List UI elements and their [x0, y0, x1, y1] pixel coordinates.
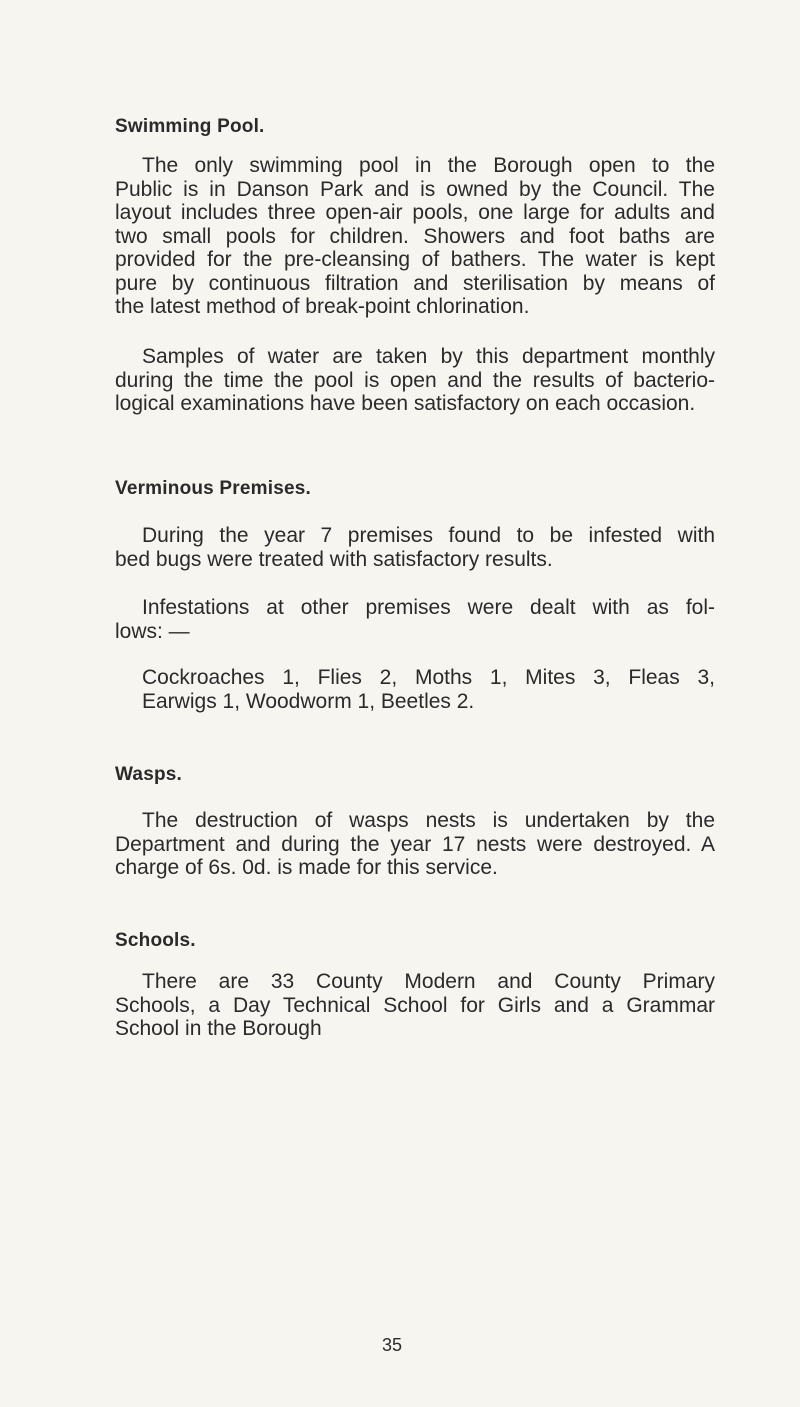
section-heading-wasps: Wasps.: [115, 764, 183, 785]
paragraph-verminous-3: [115, 666, 715, 713]
section-heading-swimming-pool: Swimming Pool.: [115, 116, 265, 137]
text-line: Schools, a Day Technical School for Girls and a Grammar: [115, 993, 715, 1017]
text-line: pure by continuous filtration and sterilisation by means of: [115, 271, 715, 295]
text-line: Cockroaches 1, Flies 2, Moths 1, Mites 3, Fleas 3,: [142, 666, 715, 689]
paragraph-swimming-pool-1: [115, 154, 715, 319]
text-line: the latest method of break-point chlorination.: [115, 295, 530, 318]
text-line: Samples of water are taken by this department monthly: [142, 345, 715, 368]
text-line: during the time the pool is open and the results of bacterio-: [115, 368, 715, 392]
paragraph-swimming-pool-2: [115, 345, 715, 416]
text-line: provided for the pre-cleansing of bathers. The water is kept: [115, 248, 715, 271]
text-line: Department and during the year 17 nests were destroyed. A: [115, 832, 715, 856]
text-line: The destruction of wasps nests is undertaken by the: [142, 809, 715, 832]
text-line: During the year 7 premises found to be infested with: [142, 524, 715, 547]
text-line: bed bugs were treated with satisfactory results.: [115, 547, 553, 571]
paragraph-schools-1: [115, 970, 715, 1041]
section-heading-schools: Schools.: [115, 930, 196, 951]
text-line: Public is in Danson Park and is owned by the Council. The: [115, 177, 715, 201]
text-line: logical examinations have been satisfactory on each occasion.: [115, 392, 696, 415]
text-line: The only swimming pool in the Borough open to the: [142, 154, 715, 177]
paragraph-verminous-2: [115, 596, 715, 643]
text-line: lows: —: [115, 619, 190, 643]
text-line: Earwigs 1, Woodworm 1, Beetles 2.: [142, 689, 475, 713]
paragraph-wasps-1: [115, 809, 715, 880]
paragraph-verminous-1: [115, 524, 715, 571]
text-line: charge of 6s. 0d. is made for this service.: [115, 856, 498, 879]
text-line: two small pools for children. Showers and foot baths are: [115, 224, 715, 248]
text-line: There are 33 County Modern and County Primary: [142, 970, 715, 993]
page-number: 35: [382, 1335, 403, 1355]
text-line: layout includes three open-air pools, one large for adults and: [115, 201, 715, 224]
text-line: School in the Borough: [115, 1017, 322, 1040]
section-heading-verminous-premises: Verminous Premises.: [115, 478, 312, 499]
text-line: Infestations at other premises were dealt with as fol-: [142, 596, 715, 619]
